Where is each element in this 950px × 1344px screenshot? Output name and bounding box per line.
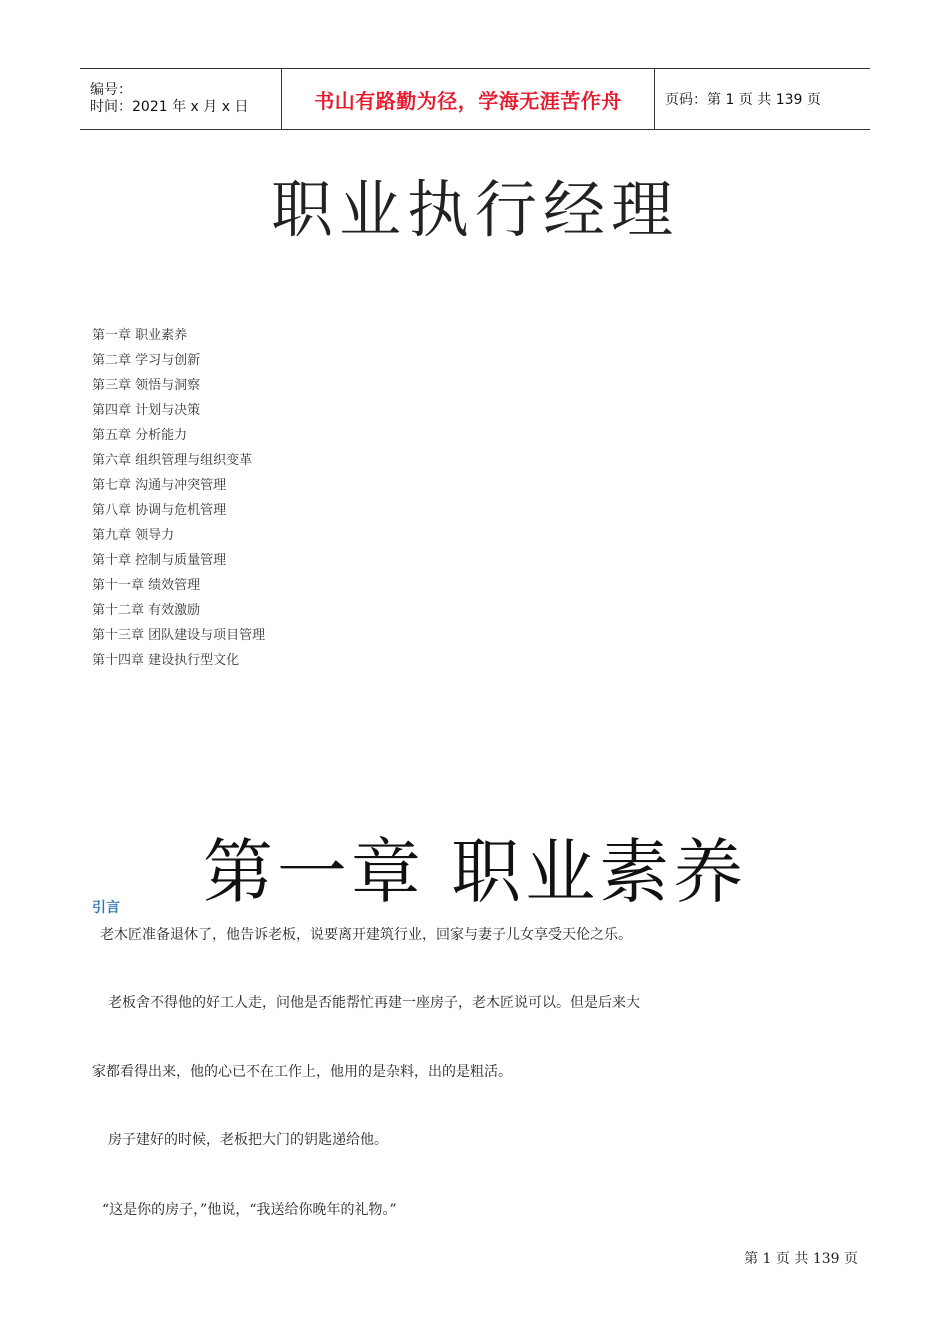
motto: 书山有路勤为径，学海无涯苦作舟 [314,88,622,113]
number-label: 编号： [90,82,132,98]
header-meta [80,69,282,129]
toc-item[interactable]: 第八章 协调与危机管理 [92,503,227,518]
toc-item[interactable]: 第二章 学习与创新 [92,353,201,368]
toc-item[interactable]: 第七章 沟通与冲突管理 [92,478,227,493]
toc-item[interactable]: 第十章 控制与质量管理 [92,553,227,568]
toc-item[interactable]: 第十二章 有效激励 [92,603,201,618]
paragraph: “这是你的房子，”他说，“我送给你晚年的礼物。” [102,1202,397,1218]
toc-item[interactable]: 第五章 分析能力 [92,428,188,443]
paragraph: 家都看得出来，他的心已不在工作上，他用的是杂料，出的是粗活。 [92,1064,512,1080]
toc-item[interactable]: 第六章 组织管理与组织变革 [92,453,253,468]
toc-item[interactable]: 第十四章 建设执行型文化 [92,653,240,668]
toc-item[interactable]: 第十三章 团队建设与项目管理 [92,628,266,643]
header-table [80,68,870,130]
section-heading: 引言 [92,900,120,916]
page-footer: 第 1 页 共 139 页 [744,1251,858,1267]
toc-item[interactable]: 第九章 领导力 [92,528,175,543]
paragraph: 老木匠准备退休了，他告诉老板，说要离开建筑行业，回家与妻子儿女享受天伦之乐。 [100,927,632,943]
toc-item[interactable]: 第十一章 绩效管理 [92,578,201,593]
chapter-title: 第一章 职业素养 [202,831,748,913]
header-page-cell [655,69,870,129]
page-info: 页码：第 1 页 共 139 页 [665,92,821,108]
toc-item[interactable]: 第三章 领悟与洞察 [92,378,201,393]
time-label: 时间：2021 年 x 月 x 日 [90,99,249,115]
paragraph: 房子建好的时候，老板把大门的钥匙递给他。 [108,1132,388,1148]
header-motto-cell [282,69,655,129]
toc-item[interactable]: 第四章 计划与决策 [92,403,201,418]
toc-item[interactable]: 第一章 职业素养 [92,328,188,343]
paragraph: 老板舍不得他的好工人走，问他是否能帮忙再建一座房子，老木匠说可以。但是后来大 [108,995,640,1011]
document-title: 职业执行经理 [270,173,679,246]
table-of-contents [92,323,265,673]
